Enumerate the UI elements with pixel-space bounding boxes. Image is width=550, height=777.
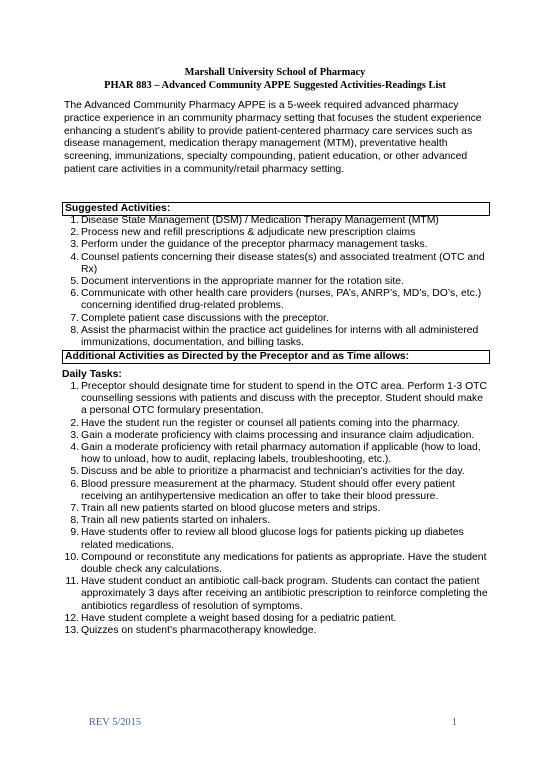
list-item-text: Quizzes on student’s pharmacotherapy knowledge. [81,625,317,637]
list-item [70,503,491,515]
list-item-number: 4. [70,251,79,263]
list-item [70,381,491,418]
list-item-number: 1. [70,215,79,226]
list-item [70,527,491,551]
daily-tasks-list [64,381,491,637]
list-item-text: Have student complete a weight based dosing for a pediatric patient. [81,612,397,624]
list-item-number: 3. [70,239,79,251]
list-item [65,576,491,613]
list-item-number: 7. [70,503,79,515]
list-item-number: 9. [70,527,79,539]
list-item [70,215,489,227]
suggested-activities-list [70,215,489,349]
list-item [64,612,491,625]
list-item [70,288,489,312]
list-item-text: Train all new patients started on blood glucose meters and strips. [81,503,381,515]
list-item [70,442,491,466]
list-item-number: 5. [70,466,79,478]
document-header [0,66,550,92]
list-item-text: Process new and refill prescriptions & adjudicate new prescription claims [81,227,416,239]
list-item [70,466,491,478]
list-item-number: 5. [70,276,79,288]
list-item [70,251,489,276]
list-item-number: 11. [65,576,79,588]
list-item-text: Compound or reconstitute any medications for patients as appropriate. Have the student double check any calculations. [81,551,487,576]
list-item [70,276,489,288]
list-item-text: Gain a moderate proficiency with claims processing and insurance claim adjudication. [81,429,475,441]
list-item-text: Communicate with other health care providers (nurses, PA’s, ANRP’s, MD’s, DO’s, etc.) concerning identified drug-related problems. [81,288,482,312]
list-item-number: 7. [70,312,79,324]
list-item-text: Gain a moderate proficiency with retail pharmacy automation if applicable (how to load, how to unload, how to audit, replacing labels, troubleshooting, etc.). [81,442,481,466]
list-item [70,227,489,239]
list-item-number: 6. [70,288,79,300]
list-item-number: 4. [70,442,79,454]
revision-date: REV 5/2015 [89,717,142,728]
list-item-number: 2. [70,227,79,239]
list-item-text: Preceptor should designate time for student to spend in the OTC area. Perform 1-3 OTC counselling sessions with patients and discuss with the preceptor. Student should make a personal OTC formulary presentation. [81,381,488,417]
list-item-text: Perform under the guidance of the preceptor pharmacy management tasks. [81,239,428,251]
page-footer [89,717,457,728]
list-item [64,551,491,576]
list-item-text: Train all new patients started on inhalers. [81,515,271,527]
daily-tasks-heading: Daily Tasks: [62,369,122,380]
school-name: Marshall University School of Pharmacy [184,67,366,78]
list-item [70,429,491,442]
list-item-text: Complete patient case discussions with the preceptor. [81,312,329,324]
list-item [64,625,491,637]
list-item [70,312,489,325]
list-item [70,417,491,430]
list-item-number: 3. [70,429,79,441]
intro-paragraph: The Advanced Community Pharmacy APPE is a 5-week required advanced pharmacy practice experience in an community pharmacy setting that focuses the student experience enhancing a student’s ability to provide patient-centered pharmacy care services such as disease management, medication therapy management (MTM), preventative health screening, immunizations, specialty compounding, patient education, or other advanced patient care activities in a community/retail pharmacy setting. [64,100,482,175]
suggested-activities-heading: Suggested Activities: [62,202,490,216]
list-item-text: Assist the pharmacist within the practice act guidelines for interns with all administered immunizations, documentation, and billing tasks. [81,324,479,349]
list-item-number: 8. [70,515,79,527]
list-item-text: Disease State Management (DSM) / Medication Therapy Management (MTM) [81,215,439,226]
list-item [70,239,489,251]
page-number: 1 [451,717,457,728]
list-item-number: 6. [70,478,79,490]
list-item-number: 8. [70,324,79,336]
list-item-text: Have student conduct an antibiotic call-back program. Students can contact the patient approximately 3 days after receiving an antibiotic prescription to reinforce completing the antibiotics regardless of resolution of symptoms. [81,576,488,612]
list-item [70,324,489,349]
list-item-number: 10. [64,551,79,563]
additional-activities-heading: Additional Activities as Directed by the Preceptor and as Time allows: [62,350,490,364]
list-item-number: 13. [64,625,79,637]
list-item-number: 12. [64,612,79,624]
course-title: PHAR 883 – Advanced Community APPE Suggested Activities-Readings List [104,80,446,91]
list-item-text: Have students offer to review all blood glucose logs for patients picking up diabetes related medications. [81,527,464,551]
list-item-text: Discuss and be able to prioritize a pharmacist and technician’s activities for the day. [81,466,465,478]
list-item-text: Counsel patients concerning their disease states(s) and associated treatment (OTC and Rx) [81,251,485,275]
list-item-number: 1. [70,381,79,392]
list-item [70,515,491,527]
list-item [70,478,491,503]
list-item-text: Document interventions in the appropriate manner for the rotation site. [81,276,404,288]
list-item-text: Blood pressure measurement at the pharmacy. Student should offer every patient receiving an antihypertensive medication an offer to take their blood pressure. [81,478,455,502]
list-item-number: 2. [70,417,79,429]
list-item-text: Have the student run the register or counsel all patients coming into the pharmacy. [81,417,460,429]
